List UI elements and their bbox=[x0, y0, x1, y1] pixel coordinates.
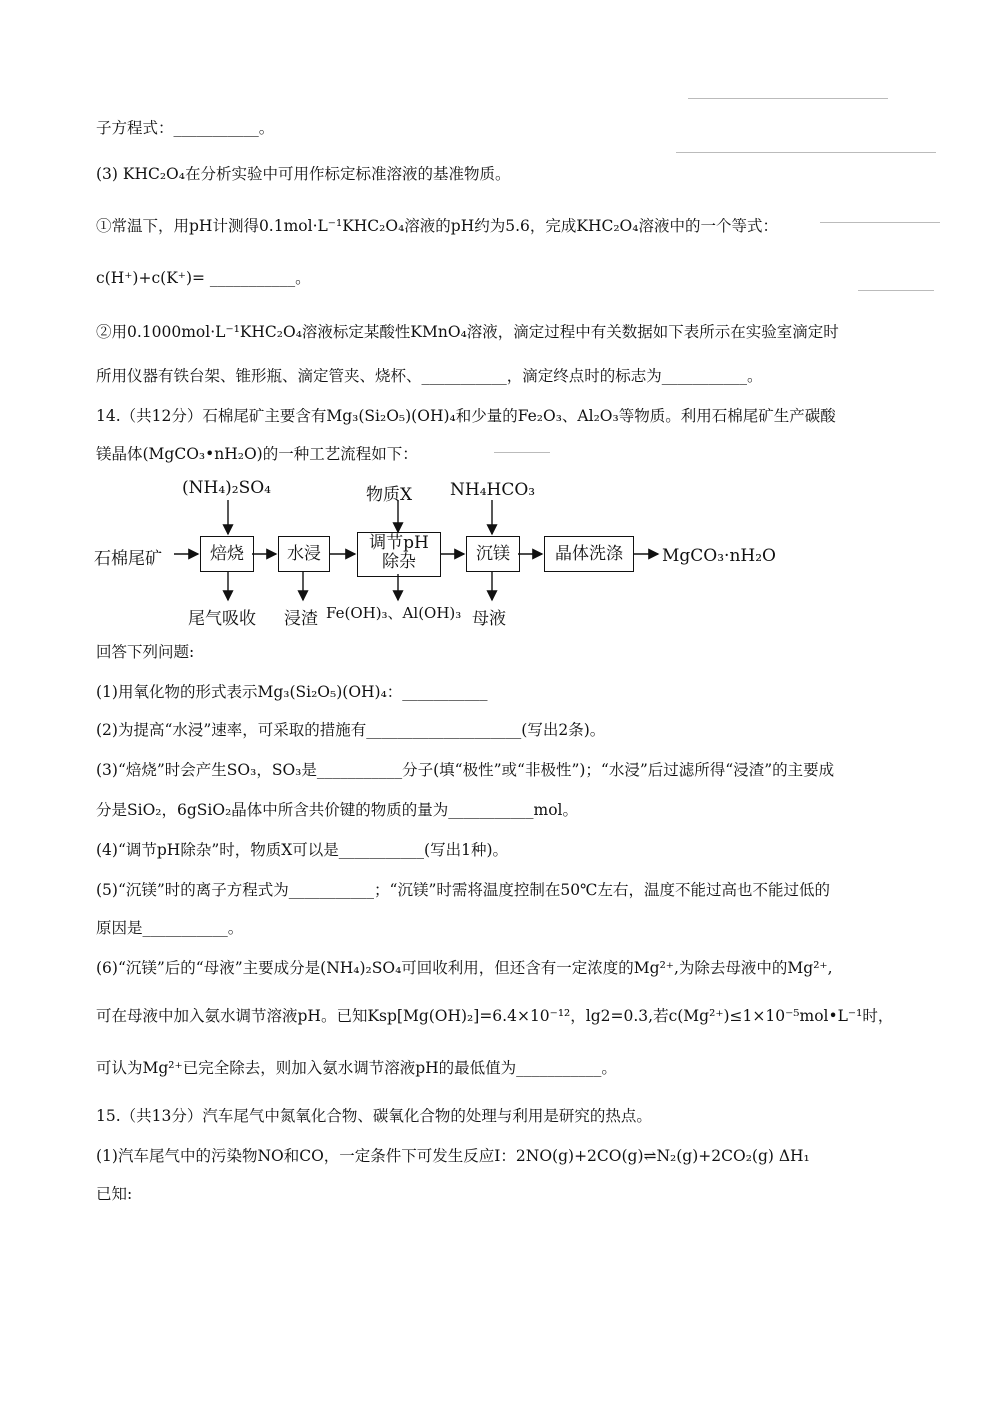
text-line: 所用仪器有铁台架、锥形瓶、滴定管夹、烧杯、___________，滴定终点时的标志为___________。 bbox=[96, 367, 763, 385]
flow-reagent: 物质X bbox=[366, 485, 413, 505]
scan-line bbox=[676, 152, 936, 153]
text-line: 可在母液中加入氨水调节溶液pH。已知Ksp[Mg(OH)₂]=6.4×10⁻¹²，lg2=0.3,若c(Mg²⁺)≤1×10⁻⁵mol•L⁻¹时， bbox=[96, 1007, 894, 1025]
question-item: (6)“沉镁”后的“母液”主要成分是(NH₄)₂SO₄可回收利用，但还含有一定浓度的Mg²⁺,为除去母液中的Mg²⁺, bbox=[96, 959, 833, 977]
flow-step-adjust-ph bbox=[357, 532, 441, 577]
question-item: (3)“焙烧”时会产生SO₃，SO₃是___________分子(填“极性”或“非极性”)；“水浸”后过滤所得“浸渣”的主要成 bbox=[96, 761, 835, 779]
flow-reagent: NH₄HCO₃ bbox=[450, 480, 536, 500]
flow-step-leach: 水浸 bbox=[278, 536, 330, 572]
text-line: 已知: bbox=[96, 1185, 133, 1203]
question-item: (1)汽车尾气中的污染物NO和CO，一定条件下可发生反应I：2NO(g)+2CO(g)⇌N₂(g)+2CO₂(g) ΔH₁ bbox=[96, 1147, 810, 1165]
text-line: 子方程式：___________。 bbox=[96, 119, 275, 137]
question-item: (1)用氧化物的形式表示Mg₃(Si₂O₅)(OH)₄：___________ bbox=[96, 683, 488, 701]
text-line: 回答下列问题: bbox=[96, 643, 195, 661]
flow-step-roast: 焙烧 bbox=[200, 536, 254, 572]
text-line: 镁晶体(MgCO₃•nH₂O)的一种工艺流程如下： bbox=[96, 445, 418, 463]
flow-product: MgCO₃·nH₂O bbox=[662, 546, 776, 566]
flow-output: Fe(OH)₃、Al(OH)₃ bbox=[326, 604, 462, 622]
flow-input: 石棉尾矿 bbox=[94, 549, 162, 569]
flow-output: 母液 bbox=[472, 609, 506, 629]
scan-line bbox=[820, 222, 940, 223]
scan-line bbox=[688, 98, 888, 99]
question-15-header: 15.（共13分）汽车尾气中氮氧化合物、碳氧化合物的处理与利用是研究的热点。 bbox=[96, 1107, 652, 1125]
question-item: (5)“沉镁”时的离子方程式为___________；“沉镁”时需将温度控制在50℃左右，温度不能过高也不能过低的 bbox=[96, 881, 830, 899]
question-item: (4)“调节pH除杂”时，物质X可以是___________(写出1种)。 bbox=[96, 841, 508, 859]
text-line: ②用0.1000mol·L⁻¹KHC₂O₄溶液标定某酸性KMnO₄溶液，滴定过程中有关数据如下表所示在实验室滴定时 bbox=[96, 323, 839, 341]
flow-reagent: (NH₄)₂SO₄ bbox=[182, 478, 271, 498]
text-line: 分是SiO₂，6gSiO₂晶体中所含共价键的物质的量为___________mol。 bbox=[96, 801, 579, 819]
flow-step-wash: 晶体洗涤 bbox=[544, 536, 634, 572]
flow-step-precipitate: 沉镁 bbox=[466, 536, 520, 572]
flow-step-label: 除杂 bbox=[382, 552, 416, 572]
flow-step-label: 调节pH bbox=[369, 533, 429, 553]
text-line: 原因是___________。 bbox=[96, 919, 244, 937]
scan-line bbox=[494, 452, 550, 453]
text-line: ①常温下，用pH计测得0.1mol·L⁻¹KHC₂O₄溶液的pH约为5.6，完成KHC₂O₄溶液中的一个等式： bbox=[96, 217, 778, 235]
scan-line bbox=[858, 290, 934, 291]
flow-output: 浸渣 bbox=[284, 609, 318, 629]
text-line: 可认为Mg²⁺已完全除去，则加入氨水调节溶液pH的最低值为___________。 bbox=[96, 1059, 617, 1077]
question-item: (2)为提高“水浸”速率，可采取的措施有____________________(写出2条)。 bbox=[96, 721, 606, 739]
process-flow-diagram bbox=[90, 474, 810, 634]
question-14-header: 14.（共12分）石棉尾矿主要含有Mg₃(Si₂O₅)(OH)₄和少量的Fe₂O₃、Al₂O₃等物质。利用石棉尾矿生产碳酸 bbox=[96, 407, 836, 425]
text-line: (3) KHC₂O₄在分析实验中可用作标定标准溶液的基准物质。 bbox=[96, 165, 511, 183]
text-line: c(H⁺)+c(K⁺)= ___________。 bbox=[96, 269, 311, 287]
flow-output: 尾气吸收 bbox=[188, 609, 256, 629]
